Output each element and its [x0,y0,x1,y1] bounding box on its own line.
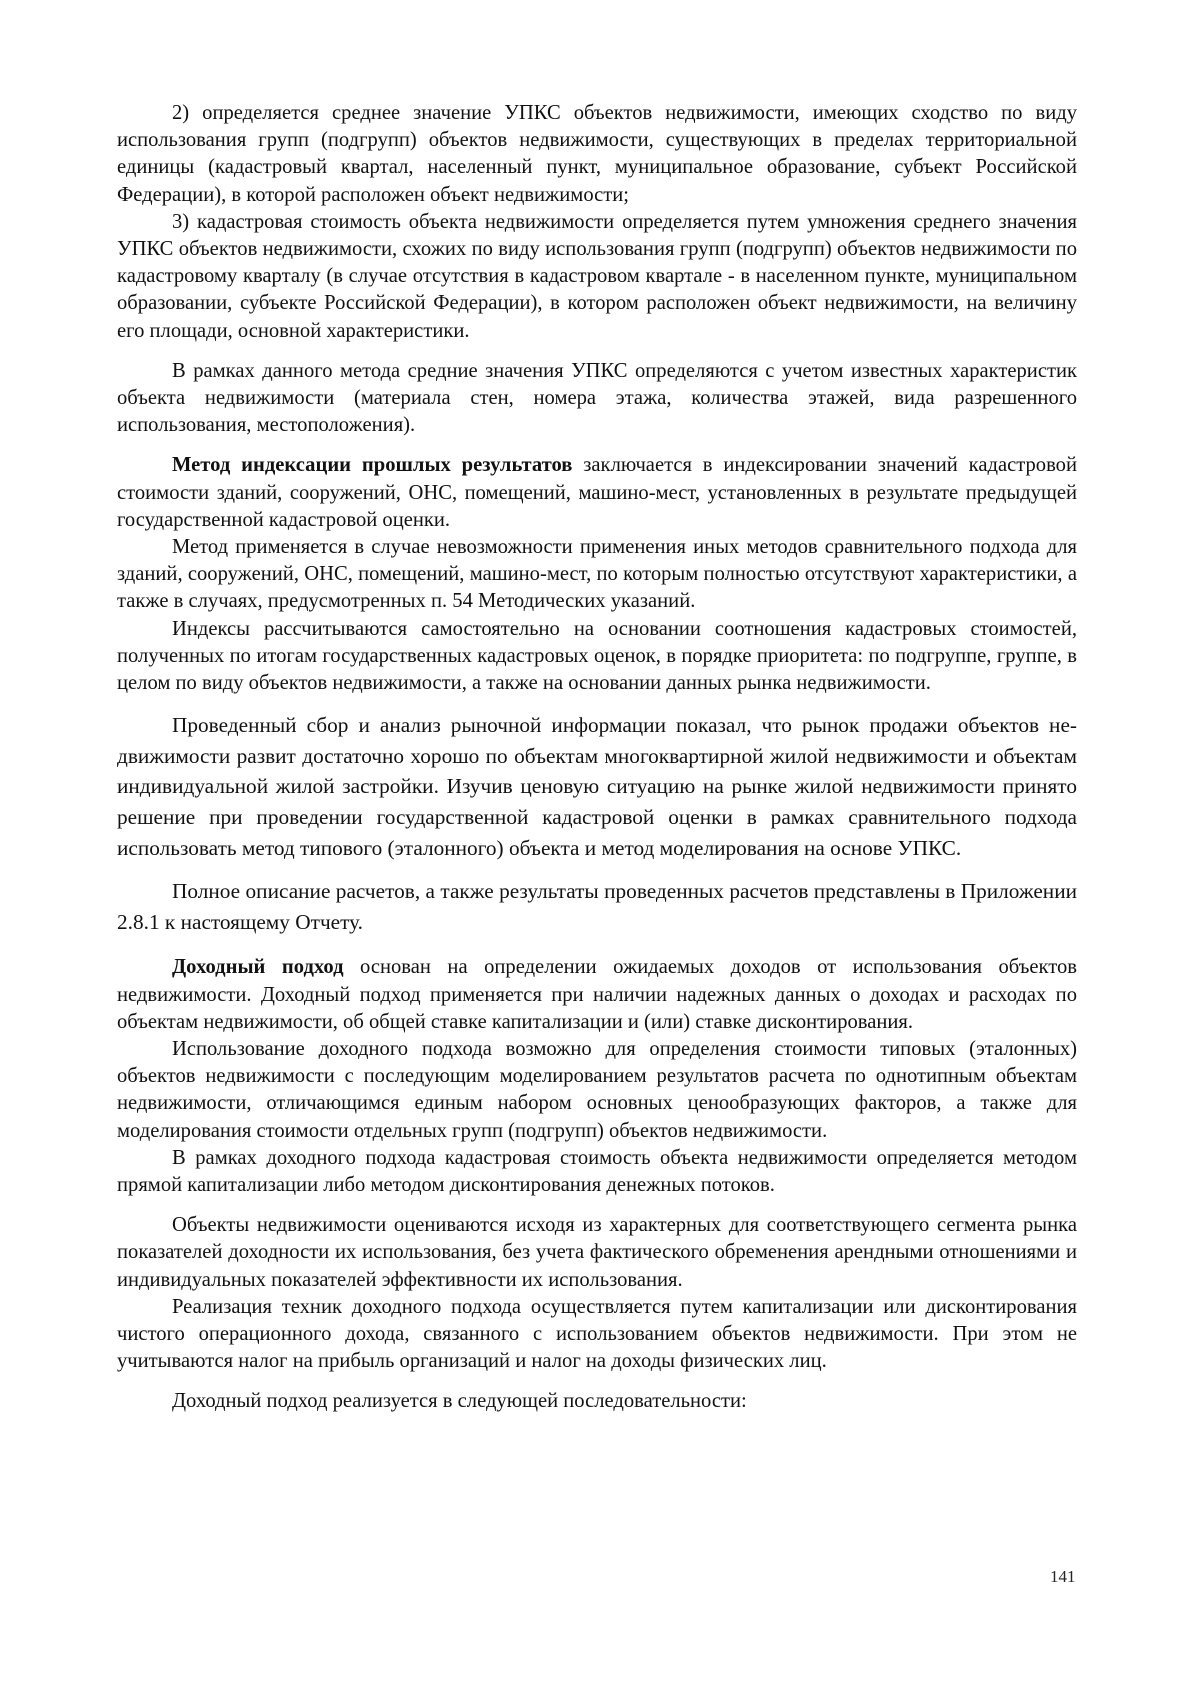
document-page [117,100,1077,1416]
indexation-method-text: заключается в индексировании значений кадастровой стоимости зданий, сооружений, ОНС, помещений, машино-мест, установленных в результате предыдущей государственной кадастровой оценки. [117,454,1077,531]
paragraph-indexation-method [117,452,1077,534]
indexation-method-heading: Метод индексации прошлых результатов [172,454,573,477]
income-approach-heading: Доходный подход [172,956,344,979]
paragraph-income-sequence: Доходный подход реализуется в следующей последовательности: [172,1390,747,1413]
paragraph-income-techniques: Реализация техник доходного подхода осуществляется путем капитализации или дисконтирования чистого операционного дохода, связанного с использованием объектов недвижимости. При этом не учитываются налог на прибыль организаций и налог на доходы физических лиц. [117,1295,1077,1373]
paragraph-index-calculation: Индексы рассчитываются самостоятельно на основании соотношения кадастровых стоимостей, полученных по итогам государственных кадастровых оценок, в порядке приоритета: по подгруппе, группе, в целом по виду объектов недвижимости, а также на основании данных рынка недвижимости. [117,617,1077,695]
income-approach-text: основан на определении ожидаемых доходов от использования объектов недвижимости. Доходный подход применяется при наличии надежных данных о доходах и расходах по объектам недвижимости, об общей ставке капитализации и (или) ставке дисконтирования. [117,956,1077,1033]
paragraph-income-approach-usage: Использование доходного подхода возможно для определения стоимости типовых (эталонных) объектов недвижимости с последующим моделированием результатов расчета по однотипным объектам недвижимости, отличающимся единым набором основных ценообразующих факторов, а также для моделирования стоимости отдельных групп (подгрупп) объектов недвижимости. [117,1038,1077,1142]
paragraph-method-characteristics: В рамках данного метода средние значения УПКС определяются с учетом известных характеристик объекта недвижимости (материала стен, номера этажа, количества этажей, вида разрешенного использования, местоположения). [117,359,1077,437]
paragraph-profitability-indicators: Объекты недвижимости оцениваются исходя из характерных для соответствующего сегмента рынка показателей доходности их использования, без учета фактического обременения арендными отношениями и индивидуальных показателей эффективности их использования. [117,1214,1077,1291]
paragraph-calculation-reference: Полное описание расчетов, а также результаты проведенных расчетов представлены в Приложении 2.8.1 к настоящему Отчету. [117,879,1077,934]
paragraph-indexation-application: Метод применяется в случае невозможности применения иных методов сравнительного подхода для зданий, сооружений, ОНС, помещений, машино-мест, по которым полностью отсутствуют характеристики, а также в случаях, предусмотренных п. 54 Методических указаний. [117,536,1077,613]
page-number: 141 [1050,1567,1076,1586]
paragraph-cadastral-value-calculation: 3) кадастровая стоимость объекта недвижимости определяется путем умножения среднего значения УПКС объектов недвижимости, схожих по виду использования групп (подгрупп) объектов недвижимости по кадастровому кварталу (в случае отсутствия в кадастровом квартале - в населенном пункте, муниципальном образовании, субъекте Российской Федерации), в котором расположен объект недвижимости, на величину его площади, основной характеристики. [117,210,1077,342]
paragraph-average-upks: 2) определяется среднее значение УПКС объектов недвижимости, имеющих сходство по виду использования групп (подгрупп) объектов недвижимости, существующих в пределах территориальной единицы (кадастровый квартал, населенный пункт, муниципальное образование, субъект Российской Федерации), в которой расположен объект недвижимости; [117,102,1077,206]
paragraph-income-approach-methods: В рамках доходного подхода кадастровая стоимость объекта недвижимости определяется методом прямой капитализации либо методом дисконтирования денежных потоков. [117,1146,1077,1197]
paragraph-market-analysis: Проведенный сбор и анализ рыночной информации показал, что рынок продажи объектов недвижимости развит достаточно хорошо по объектам многоквартирной жилой недвижимости и объектам индивидуальной жилой застройки. Изучив ценовую ситуацию на рынке жилой недвижимости принято решение при проведении государственной кадастровой оценки в рамках сравнительного подхода использовать метод типового (эталонного) объекта и метод моделирования на основе УПКС. [117,713,1077,860]
paragraph-income-approach [117,954,1077,1036]
